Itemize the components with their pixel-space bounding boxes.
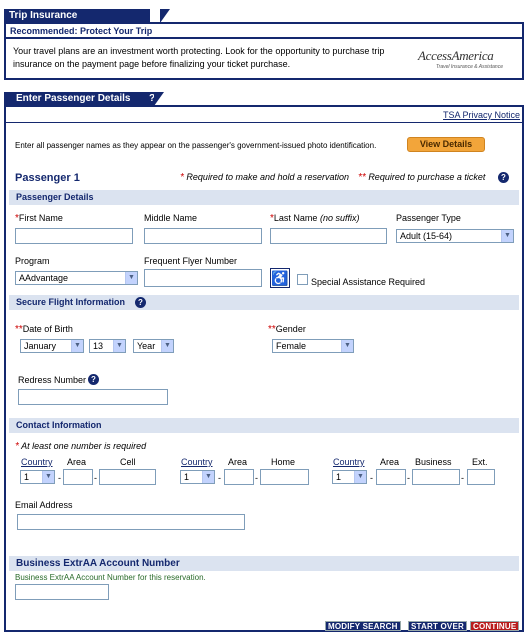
country-value: 1 xyxy=(184,472,190,482)
legend-reservation xyxy=(180,172,349,183)
help-icon[interactable]: ? xyxy=(498,172,509,183)
area-label: Area xyxy=(380,457,400,467)
country-select[interactable] xyxy=(332,470,367,484)
chevron-down-icon: ▼ xyxy=(341,340,353,352)
home-label: Home xyxy=(271,457,296,467)
continue-button[interactable]: CONTINUE xyxy=(470,621,519,631)
dob-day-value: 13 xyxy=(93,341,104,351)
access-america-logo[interactable] xyxy=(418,48,518,72)
frequent-flyer-label: Frequent Flyer Number xyxy=(144,256,238,266)
cell-input[interactable] xyxy=(99,469,156,485)
tab-notch xyxy=(154,92,164,106)
dob-year-value: Year xyxy=(137,341,156,351)
required-marker: * xyxy=(15,213,19,224)
business-header: Business ExtrAA Account Number xyxy=(9,556,519,571)
logo-tagline: Travel Insurance & Assistance xyxy=(436,64,503,70)
dash: - xyxy=(58,473,61,483)
secure-flight-header xyxy=(9,295,519,310)
home-input[interactable] xyxy=(260,469,309,485)
legend-purchase-text: Required to purchase a ticket xyxy=(368,172,486,182)
first-name-label xyxy=(15,213,63,224)
chevron-down-icon: ▼ xyxy=(202,471,214,483)
dob-label xyxy=(15,324,73,335)
country-label: Country xyxy=(181,457,213,467)
trip-insurance-box xyxy=(4,22,524,80)
special-assistance-label: Special Assistance Required xyxy=(311,277,426,287)
chevron-down-icon: ▼ xyxy=(354,471,366,483)
passenger-details-box xyxy=(4,105,524,632)
start-over-button[interactable]: START OVER xyxy=(408,621,467,631)
view-details-label: View Details xyxy=(419,139,473,149)
program-label: Program xyxy=(15,256,50,266)
required-marker: * xyxy=(180,172,184,183)
last-name-input[interactable] xyxy=(270,228,387,244)
dob-year-select[interactable] xyxy=(133,339,174,353)
chevron-down-icon: ▼ xyxy=(71,340,83,352)
last-name-label-text: Last Name xyxy=(273,213,318,223)
required-marker: * xyxy=(15,441,19,452)
dash: - xyxy=(218,473,221,483)
dash: - xyxy=(370,473,373,483)
dash: - xyxy=(407,473,410,483)
legend-purchase xyxy=(358,172,485,183)
logo-name: AccessAmerica xyxy=(418,48,494,63)
trip-insurance-text-line2: insurance on the payment page before finalizing your ticket purchase. xyxy=(13,59,291,69)
frequent-flyer-input[interactable] xyxy=(144,269,262,287)
middle-name-input[interactable] xyxy=(144,228,262,244)
required-marker: ** xyxy=(358,172,366,183)
business-subtext: Business ExtrAA Account Number for this reservation. xyxy=(15,573,206,582)
last-name-label xyxy=(270,213,359,224)
gender-label-text: Gender xyxy=(275,324,306,334)
passenger-title: Passenger 1 xyxy=(15,172,80,184)
legend-reservation-text: Required to make and hold a reservation xyxy=(186,172,350,182)
area-input[interactable] xyxy=(224,469,254,485)
contact-note-text: At least one number is required xyxy=(21,441,147,451)
redress-input[interactable] xyxy=(18,389,168,405)
gender-label xyxy=(268,324,306,335)
dob-day-select[interactable] xyxy=(89,339,126,353)
tsa-privacy-link[interactable]: TSA Privacy Notice xyxy=(443,110,521,120)
program-select[interactable] xyxy=(15,271,138,285)
passenger-details-tab xyxy=(4,92,154,106)
first-name-input[interactable] xyxy=(15,228,133,244)
help-icon[interactable]: ? xyxy=(148,93,156,104)
chevron-down-icon: ▼ xyxy=(161,340,173,352)
chevron-down-icon: ▼ xyxy=(113,340,125,352)
cell-label: Cell xyxy=(120,457,136,467)
dob-month-select[interactable] xyxy=(20,339,84,353)
redress-label: Redress Number xyxy=(18,375,87,385)
gender-select[interactable] xyxy=(272,339,354,353)
business-label: Business xyxy=(415,457,452,467)
help-icon[interactable]: ? xyxy=(135,297,146,308)
trip-insurance-text-line1: Your travel plans are an investment worth protecting. Look for the opportunity to purchase trip xyxy=(13,46,385,56)
email-label: Email Address xyxy=(15,500,73,510)
tab-notch xyxy=(160,9,170,23)
passenger-type-select[interactable] xyxy=(396,229,514,243)
instruction-text: Enter all passenger names as they appear on the passenger's government-issued photo identification. xyxy=(15,141,377,150)
wheelchair-icon: ♿ xyxy=(271,270,289,286)
dash: - xyxy=(255,473,258,483)
passenger-type-value: Adult (15-64) xyxy=(400,231,453,241)
country-select[interactable] xyxy=(20,470,55,484)
help-icon[interactable]: ? xyxy=(150,10,158,21)
area-label: Area xyxy=(228,457,248,467)
contact-note xyxy=(15,441,146,452)
chevron-down-icon: ▼ xyxy=(42,471,54,483)
country-value: 1 xyxy=(336,472,342,482)
country-value: 1 xyxy=(24,472,30,482)
country-select[interactable] xyxy=(180,470,215,484)
ext-input[interactable] xyxy=(467,469,495,485)
passenger-details-tab-label: Enter Passenger Details xyxy=(16,93,131,104)
dob-month-value: January xyxy=(24,341,57,351)
business-input[interactable] xyxy=(412,469,460,485)
chevron-down-icon: ▼ xyxy=(125,272,137,284)
trip-insurance-header: Recommended: Protect Your Trip xyxy=(6,24,522,39)
contact-header: Contact Information xyxy=(9,418,519,433)
passenger-type-label: Passenger Type xyxy=(396,213,461,223)
dash: - xyxy=(461,473,464,483)
trip-insurance-tab-label: Trip Insurance xyxy=(9,10,78,21)
view-details-button[interactable] xyxy=(407,137,485,152)
area-input[interactable] xyxy=(63,469,93,485)
required-marker: * xyxy=(270,213,274,224)
middle-name-label: Middle Name xyxy=(144,213,198,223)
special-assistance-checkbox[interactable] xyxy=(297,274,308,285)
last-name-hint: (no suffix) xyxy=(319,213,360,223)
secure-flight-header-text: Secure Flight Information xyxy=(16,297,126,307)
program-value: AAdvantage xyxy=(19,273,69,283)
country-label: Country xyxy=(21,457,53,467)
modify-search-button[interactable]: MODIFY SEARCH xyxy=(325,621,401,631)
area-label: Area xyxy=(67,457,87,467)
area-input[interactable] xyxy=(376,469,406,485)
help-icon[interactable]: ? xyxy=(88,374,99,385)
gender-value: Female xyxy=(276,341,307,351)
ext-label: Ext. xyxy=(472,457,488,467)
passenger-details-header: Passenger Details xyxy=(9,190,519,205)
first-name-label-text: First Name xyxy=(18,213,63,223)
country-label: Country xyxy=(333,457,365,467)
chevron-down-icon: ▼ xyxy=(501,230,513,242)
dash: - xyxy=(94,473,97,483)
email-input[interactable] xyxy=(17,514,245,530)
required-marker: ** xyxy=(268,324,276,335)
divider xyxy=(6,122,522,123)
business-account-input[interactable] xyxy=(15,584,109,600)
required-marker: ** xyxy=(15,324,23,335)
trip-insurance-tab xyxy=(4,9,158,23)
dob-label-text: Date of Birth xyxy=(22,324,73,334)
